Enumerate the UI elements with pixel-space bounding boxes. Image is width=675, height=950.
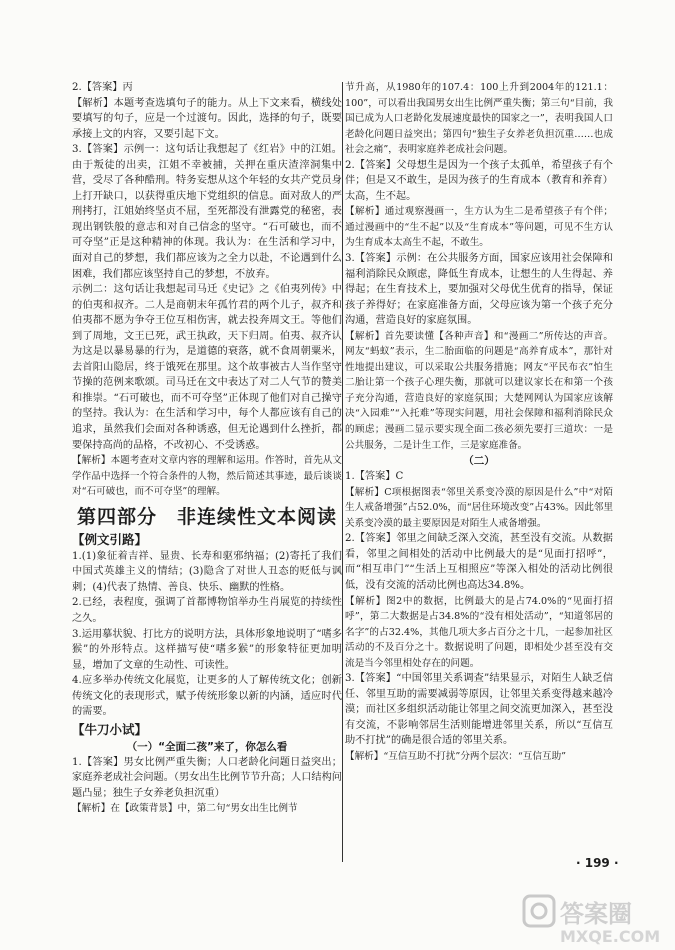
part2-analysis-1: 【解析】C项根据图表“邻里关系变冷漠的原因是什么”中“对陌生人戒备增强”占52.0%，而“居住环境改变”占43%。因此邻里关系变冷漠的最主要原因是对陌生人戒备增强。 [345, 486, 613, 529]
section-practice-heading: 【牛刀小试】 [72, 721, 148, 737]
section-example-heading: 【例文引路】 [72, 531, 148, 547]
analysis-2: 【解析】本题考查选填句子的能力。从上下文来看，横线处要填写的句子，应是一个过渡句。因此，选择的句子，既要承接上文的内容，又要引起下文。 [72, 97, 342, 140]
analysis-3: 【解析】本题考查对文章内容的理解和运用。作答时，首先从文学作品中选择一个符合条件的人物，然后简述其事迹，最后谈谈对“石可破也，而不可夺坚”的理解。 [72, 455, 342, 498]
answer-2-line: 2.【答案】丙 [72, 82, 133, 93]
subsection-one-title: （一）“全面二孩”来了，你怎么看 [126, 740, 288, 753]
practice-analysis-2: 【解析】通过观察漫画一，生方认为生二是希望孩子有个伴；通过漫画中的“生不起”以及“生育成本”等问题，可见不生方认为生育成本太高生不起，不敢生。 [345, 206, 613, 249]
answer-3-example-1: 3.【答案】示例一：这句话让我想起了《红岩》中的江姐。由于叛徒的出卖，江姐不幸被捕，关押在重庆渣滓洞集中营，受尽了各种酷刑。特务妄想从这个年轻的女共产党员身上打开缺口，以获得重庆地下党组织的信息。面对敌人的严刑拷打，江姐始终坚贞不屈，至死都没有泄露党的秘密，表现出钢铁般的意志和对自己信念的坚守。“石可破也，而不可夺坚”正是这种精神的体现。我认为：在生活和学习中，面对自己的梦想，我们都应该为之全力以赴，不论遇到什么困难，我们都应该坚持自己的梦想，不放弃。 [72, 144, 342, 280]
page-number: · 199 · [576, 856, 619, 870]
watermark-logo [520, 892, 670, 946]
part-four-title: 第四部分 非连续性文本阅读 [76, 505, 337, 528]
practice-answer-1: 1.【答案】男女比例严重失衡；人口老龄化问题日益突出；家庭养老成社会问题。（男女出生比例节节升高；人口结构问题凸显；独生子女养老负担沉重） [72, 756, 342, 799]
right-column [345, 80, 613, 765]
practice-answer-2: 2.【答案】父母想生是因为一个孩子太孤单，希望孩子有个伴；但是又不敢生，是因为孩子的生育成本（教育和养育）太高，生不起。 [345, 159, 613, 202]
part2-analysis-3-start: 【解析】“互信互助不打扰”分两个层次：“互信互助” [345, 750, 567, 762]
watermark-icon [520, 892, 670, 946]
example-answer-2: 2.已经，表程度，强调了首都博物馆举办生肖展览的持续性之久。 [72, 597, 342, 624]
watermark-text-cn: 答案圈 [560, 900, 632, 928]
example-answer-1: 1.(1)象征着吉祥、显贵、长寿和驱邪纳福；(2)寄托了我们中国式英雄主义的情结；(3)隐含了对世人丑态的贬低与讽刺；(4)代表了热情、善良、快乐、幽默的性格。 [72, 550, 342, 593]
practice-answer-3: 3.【答案】示例：在公共服务方面，国家应该用社会保障和福利消除民众顾虑，降低生育成本，让想生的人生得起、养得起；在生育技术上，要加强对父母优生优育的指导，保证孩子养得好；在家庭准备方面，父母应该为第一个孩子充分沟通，营造良好的家庭氛围。 [345, 253, 613, 327]
left-column [72, 80, 342, 817]
answer-3-example-2: 示例二：这句话让我想起司马迁《史记》之《伯夷列传》中的伯夷和叔齐。二人是商朝末年孤竹君的两个儿子，叔齐和伯夷都不愿为争夺王位互相伤害，就去投奔周文王。等他们到了周地，文王已死，武王执政，天下归周。伯夷、叔齐认为这是以暴易暴的行为，是道德的衰落，就不食周朝粟米，去首阳山隐居，终于饿死在那里。这个故事被古人当作坚守节操的范例来歌颂。司马迁在文中表达了对二人气节的赞美和推崇。“石可破也，而不可夺坚”正体现了他们对自己操守的坚持。我认为：在生活和学习中，每个人都应该有自己的追求，虽然我们会面对各种诱惑，但无论遇到什么挫折，都要保持高尚的品格，不改初心、不受诱惑。 [72, 284, 342, 451]
part2-answer-1: 1.【答案】C [345, 471, 404, 483]
practice-analysis-1-start: 【解析】在【政策背景】中，第二句“男女出生比例节 [72, 803, 298, 815]
practice-analysis-3: 【解析】首先要读懂【各种声音】和“漫画二”所传达的声音。网友“蚂蚁”表示，生二胎面临的问题是“高养育成本”，那针对性地提出建议，可以采取公共服务措施；网友“平民布衣”怕生二胎让第一个孩子心理失衡，那就可以建议家长在和第一个孩子充分沟通，营造良好的家庭氛围；大楚网网认为国家应该解决“入园难”“入托难”等现实问题，用社会保障和福利消除民众的顾虑；漫画二显示要实现全面二孩必须先要打三道坎：一是公共服务，二是计生工作，三是家庭准备。 [345, 330, 613, 451]
practice-analysis-1-cont: 节升高，从1980年的107.4：100上升到2004年的121.1：100”，可以看出我国男女出生比例严重失衡；第三句“目前，我国已成为人口老龄化发展速度最快的国家之一”，表明我国人口老龄化问题日益突出；第四句“独生子女养老负担沉重……也成社会之痛”，表明家庭养老成社会问题。 [345, 82, 613, 156]
watermark-text-en: MXQE.COM [560, 927, 661, 946]
example-answer-3: 3.运用摹状貌、打比方的说明方法，具体形象地说明了“嗜多猴”的外形特点。这样描写使“嗜多猴”的形象特征更加明显，增加了文章的生动性、可读性。 [72, 628, 342, 671]
example-answer-4: 4.应多举办传统文化展览，让更多的人了解传统文化；创新传统文化的表现形式，赋予传统形象以新的内涵，适应时代的需要。 [72, 675, 342, 718]
part2-answer-3: 3.【答案】“中国邻里关系调查”结果显示，对陌生人缺乏信任、邻里互助的需要减弱等原因，让邻里关系变得越来越冷漠；而社区多组织活动能让邻里之间交流更加深入，甚至没有交流，不影响邻居生活则能增进邻里关系，所以“互信互助不打扰”的确是很合适的邻里关系。 [345, 673, 613, 747]
part2-answer-2: 2.【答案】邻里之间缺乏深入交流，甚至没有交流。从数据看，邻里之间相处的活动中比例最大的是“见面打招呼”，而“相互串门”“生活上互相照应”等深入相处的活动比例很低，没有交流的活动比例也高达34.8%。 [345, 533, 613, 591]
column-divider [342, 82, 343, 862]
subsection-two-title: （二） [463, 455, 495, 468]
part2-analysis-2: 【解析】图2中的数据，比例最大的是占74.0%的“见面打招呼”，第二大数据是占34.8%的“没有相处活动”，“知道邻居的名字”的占32.4%，其他几项大多占百分之十几，一起参加社区活动的不及百分之十。数据说明了问题，即相处少甚至没有交流是当今邻里相处存在的问题。 [345, 595, 613, 669]
